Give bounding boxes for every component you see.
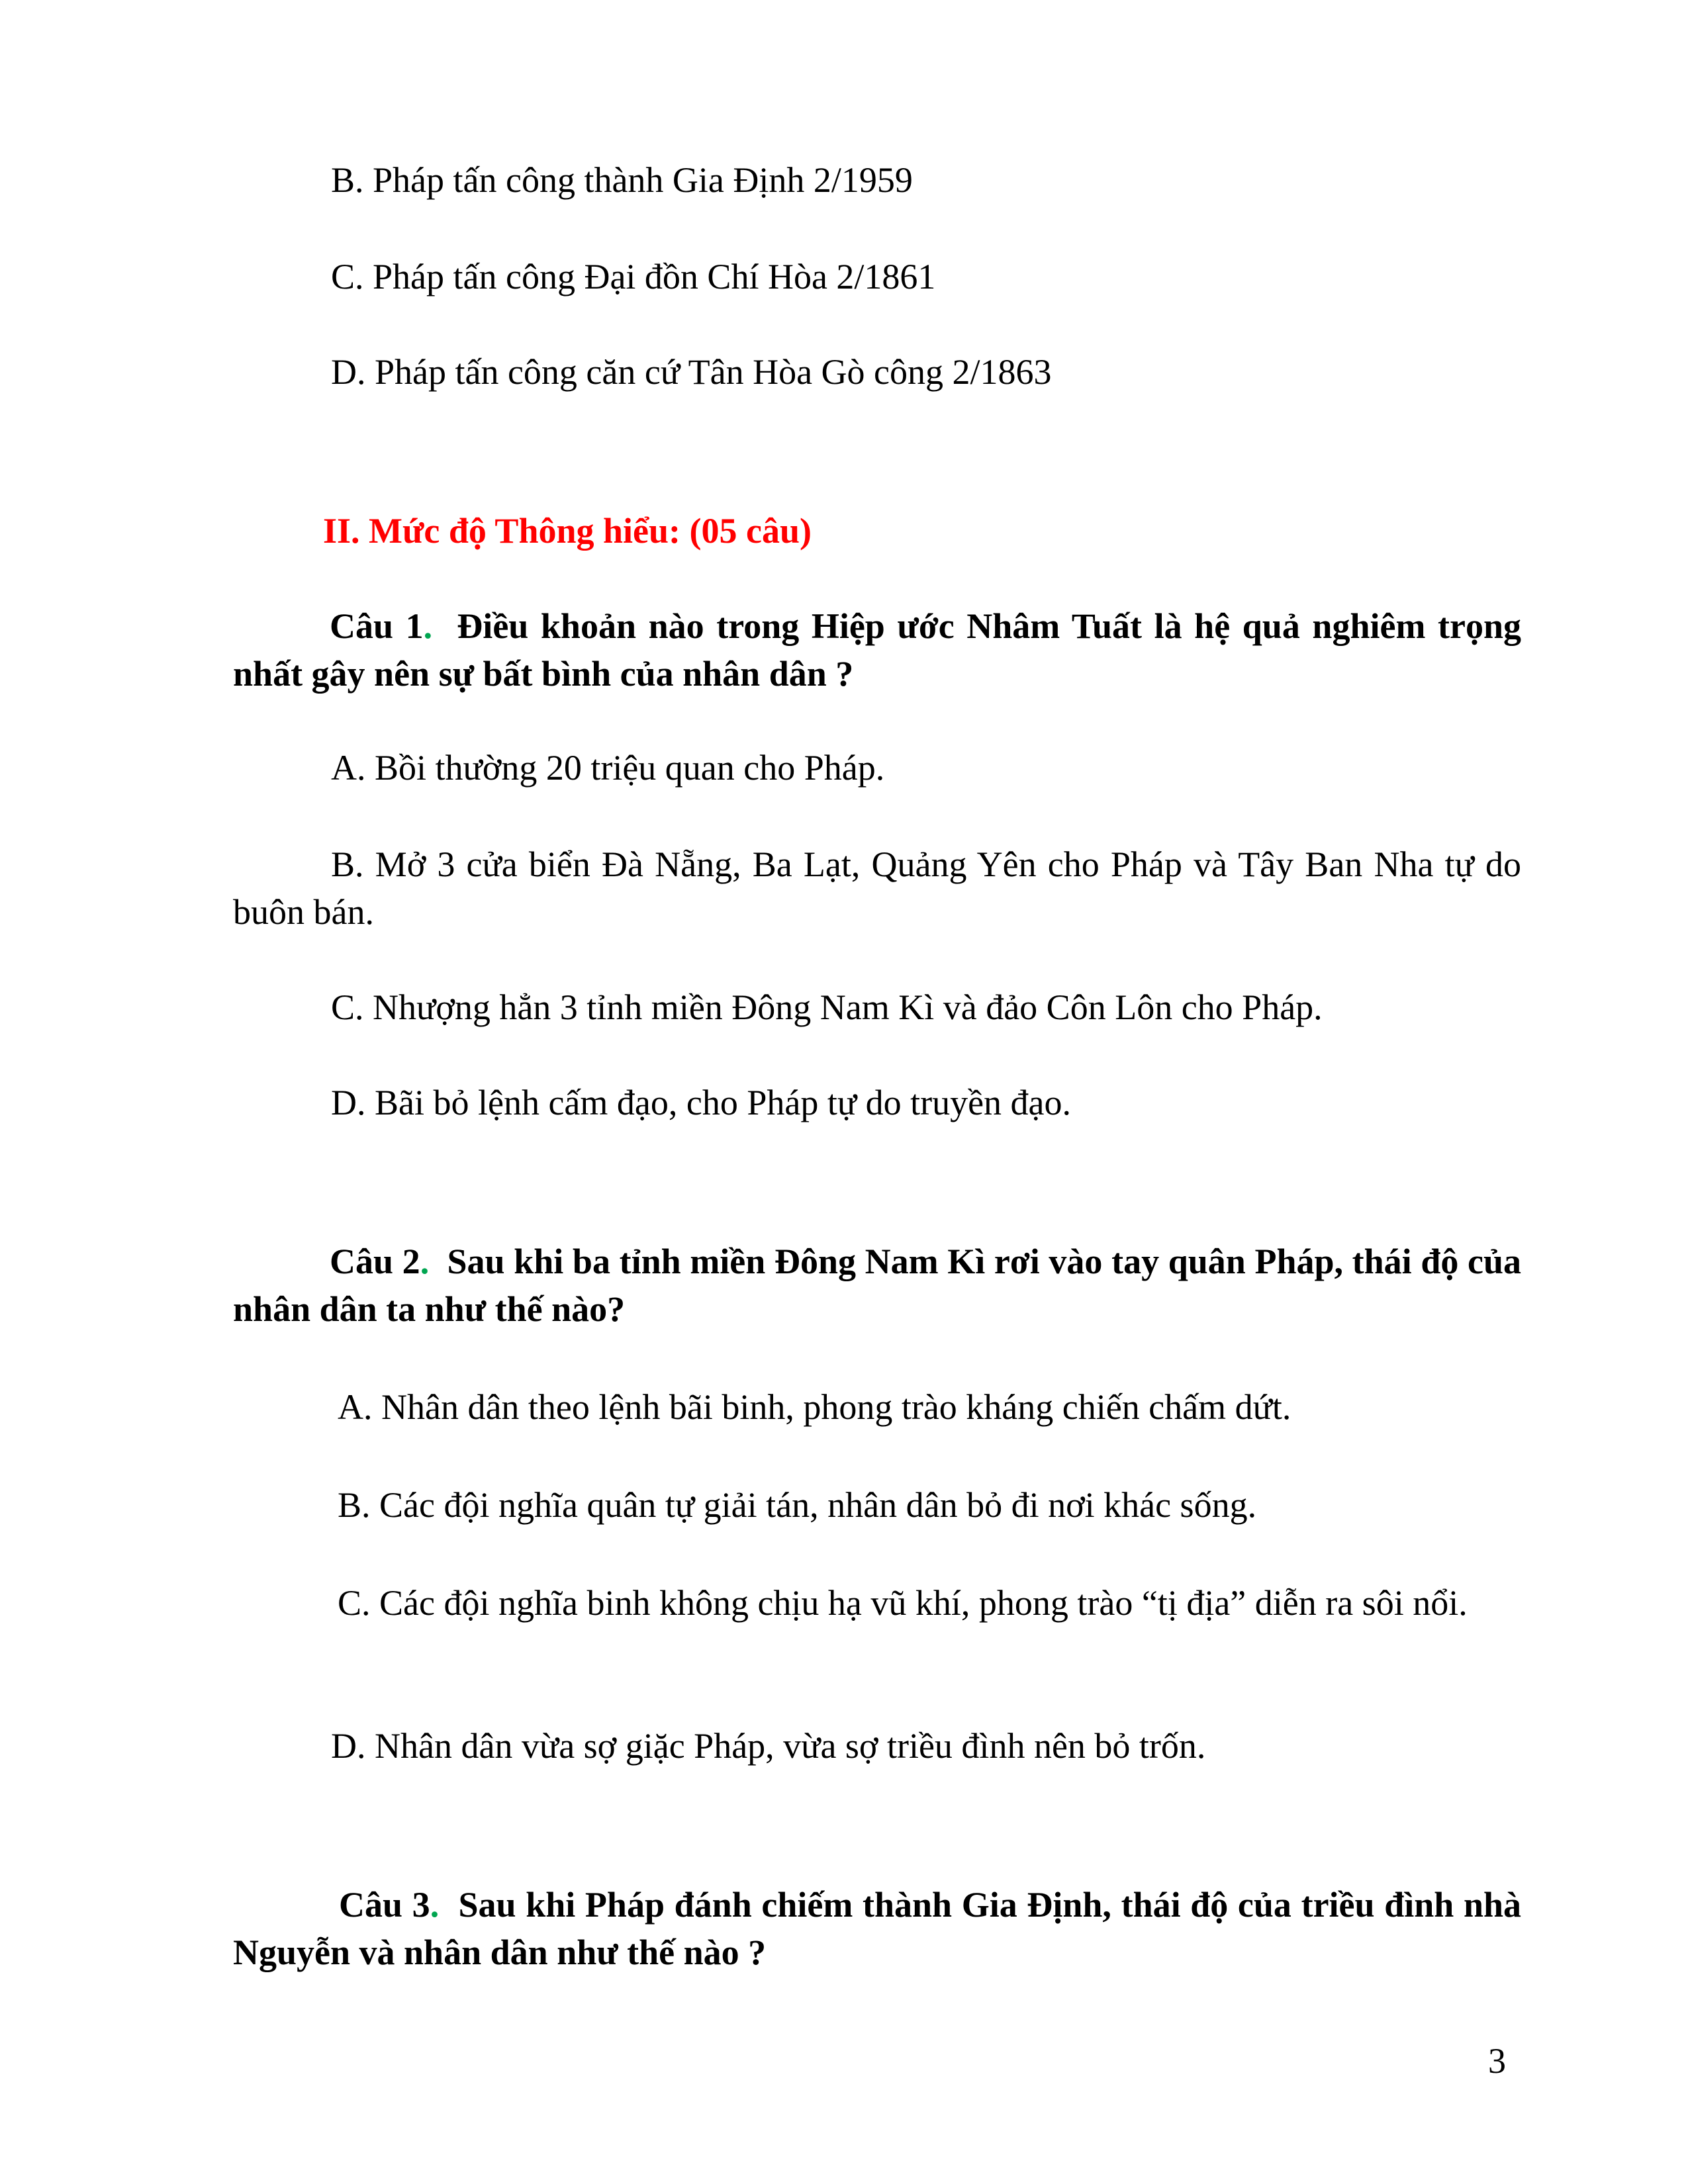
question-1-dot: . [423, 606, 433, 646]
q1-option-b: B. Mở 3 cửa biển Đà Nẵng, Ba Lạt, Quảng Yên cho Pháp và Tây Ban Nha tự do buôn bán. [233, 844, 1521, 932]
option-b-prev: B. Pháp tấn công thành Gia Định 2/1959 [331, 160, 913, 200]
q2-option-b: B. Các đội nghĩa quân tự giải tán, nhân dân bỏ đi nơi khác sống. [338, 1485, 1257, 1525]
question-3-text: Sau khi Pháp đánh chiếm thành Gia Định, thái độ của triều đình nhà Nguyễn và nhân dân như thế nào ? [233, 1885, 1522, 1972]
question-2-dot: . [420, 1242, 430, 1281]
question-2 [233, 1238, 1521, 1333]
q2-option-c: C. Các đội nghĩa binh không chịu hạ vũ khí, phong trào “tị địa” diễn ra sôi nổi. [338, 1583, 1468, 1623]
section-heading: II. Mức độ Thông hiểu: (05 câu) [323, 511, 812, 551]
question-3 [233, 1881, 1521, 1976]
question-2-label: Câu 2 [330, 1242, 420, 1281]
q1-option-a: A. Bồi thường 20 triệu quan cho Pháp. [331, 748, 885, 788]
option-c-prev: C. Pháp tấn công Đại đồn Chí Hòa 2/1861 [331, 257, 936, 296]
q1-option-c: C. Nhượng hẳn 3 tỉnh miền Đông Nam Kì và đảo Côn Lôn cho Pháp. [331, 987, 1323, 1027]
question-1-label: Câu 1 [330, 606, 424, 646]
page-number: 3 [1488, 2041, 1506, 2081]
option-d-prev: D. Pháp tấn công căn cứ Tân Hòa Gò công 2/1863 [331, 352, 1052, 392]
question-3-label: Câu 3 [339, 1885, 430, 1925]
question-2-text: Sau khi ba tỉnh miền Đông Nam Kì rơi vào tay quân Pháp, thái độ của nhân dân ta như thế nào? [233, 1242, 1522, 1329]
question-3-dot: . [430, 1885, 440, 1925]
question-1-text: Điều khoản nào trong Hiệp ước Nhâm Tuất là hệ quả nghiêm trọng nhất gây nên sự bất bình của nhân dân ? [233, 606, 1522, 694]
q2-option-a: A. Nhân dân theo lệnh bãi binh, phong trào kháng chiến chấm dứt. [338, 1387, 1291, 1427]
q2-option-d: D. Nhân dân vừa sợ giặc Pháp, vừa sợ triều đình nên bỏ trốn. [331, 1726, 1206, 1766]
q1-option-d: D. Bãi bỏ lệnh cấm đạo, cho Pháp tự do truyền đạo. [331, 1083, 1072, 1122]
question-1 [233, 602, 1521, 698]
